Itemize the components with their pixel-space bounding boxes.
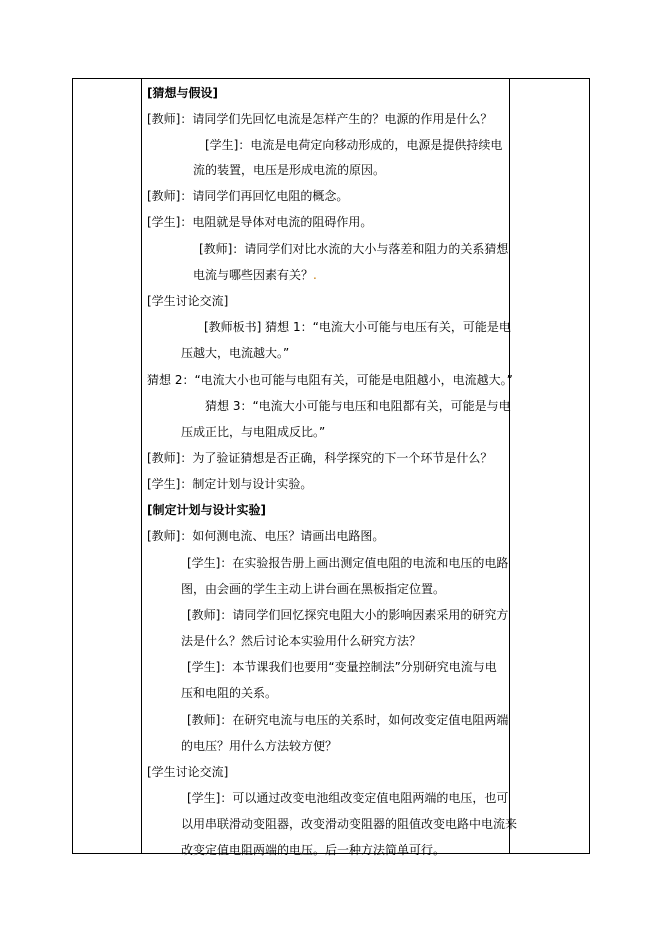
text-line: 压越大，电流越大。” [181,346,290,360]
text-line [193,267,317,283]
text-line: [学生]：制定计划与设计实验。 [147,477,313,491]
text-line: [学生]：电流是电荷定向移动形成的，电源是提供持续电 [205,138,503,152]
text-line: 猜想 2：“电流大小也可能与电阻有关，可能是电阻越小，电流越大。” [147,373,513,387]
text-line: 以用串联滑动变阻器，改变滑动变阻器的阻值改变电路中电流来 [181,817,518,831]
text-line: [教师]：如何测电流、电压？请画出电路图。 [147,529,385,543]
text-line: [教师板书] 猜想 1：“电流大小可能与电压有关，可能是电 [204,320,511,334]
section-heading-plan: [制定计划与设计实验] [147,503,266,517]
text-line: [学生讨论交流] [147,294,229,308]
text-line: 的电压？用什么方法较方便？ [181,739,338,753]
text-line: [学生]：电阻就是导体对电流的阻碍作用。 [147,215,373,229]
text-line: [教师]：请同学们对比水流的大小与落差和阻力的关系猜想 [199,242,509,256]
text-line: [教师]：请同学们先回忆电流是怎样产生的？电源的作用是什么？ [147,112,493,126]
text-line: [教师]：为了验证猜想是否正确，科学探究的下一个环节是什么？ [147,451,493,465]
text-line: 图，由会画的学生主动上讲台画在黑板指定位置。 [181,582,446,596]
text-line: [教师]：请同学们回忆探究电阻大小的影响因素采用的研究方 [187,608,509,622]
text-line: [教师]：在研究电流与电压的关系时，如何改变定值电阻两端 [187,713,509,727]
column-divider-right [509,79,510,853]
text-line: [学生]：在实验报告册上画出测定值电阻的电流和电压的电路 [187,556,509,570]
text-line: 压和电阻的关系。 [181,686,278,700]
text-content: 电流与哪些因素有关？ [193,268,314,282]
text-line: 猜想 3：“电流大小可能与电压和电阻都有关，可能是与电 [205,399,511,413]
text-line: [教师]：请同学们再回忆电阻的概念。 [147,189,349,203]
text-line: [学生讨论交流] [147,765,229,779]
text-line: [学生]：可以通过改变电池组改变定值电阻两端的电压，也可 [187,791,509,805]
text-line: 改变定值电阻两端的电压。后一种方法简单可行。 [181,843,446,857]
text-line: 压成正比，与电阻成反比。” [181,425,326,439]
column-divider-left [141,79,142,853]
text-line: 法是什么？然后讨论本实验用什么研究方法？ [181,634,422,648]
section-heading-hypothesis: [猜想与假设] [147,86,218,100]
trailing-mark: . [313,268,317,282]
text-line: 流的装置，电压是形成电流的原因。 [193,163,386,177]
text-line: [学生]：本节课我们也要用“变量控制法”分别研究电流与电 [187,660,497,674]
